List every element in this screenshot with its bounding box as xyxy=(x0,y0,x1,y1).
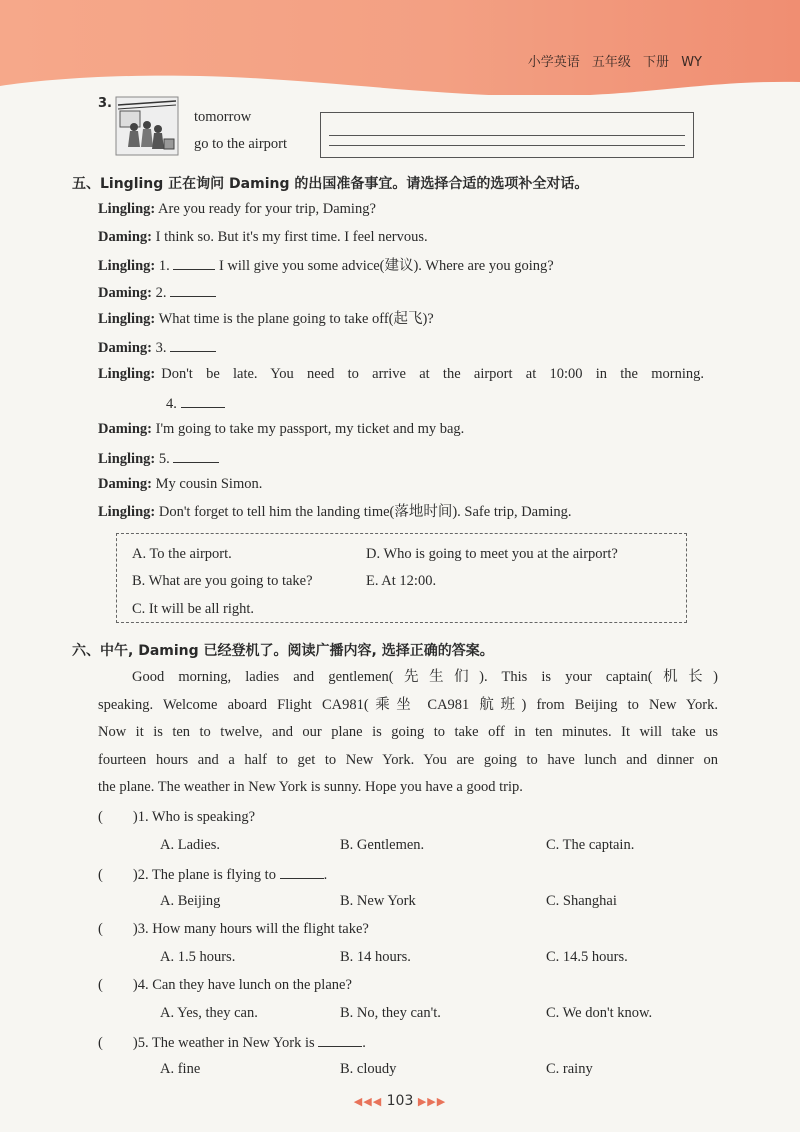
option-c: C. It will be all right. xyxy=(132,601,255,617)
q3-option-a[interactable]: A. 1.5 hours. xyxy=(160,949,236,965)
term-label: 下册 xyxy=(643,55,670,70)
q5-option-a[interactable]: A. fine xyxy=(160,1061,201,1077)
q2-option-a[interactable]: A. Beijing xyxy=(160,893,221,909)
q5-option-b[interactable]: B. cloudy xyxy=(340,1061,397,1077)
dialog-line-10: Daming: My cousin Simon. xyxy=(98,476,263,492)
passage-line-3: Now it is ten to twelve, and our plane is going to take off in ten minutes. It will take us xyxy=(98,724,718,740)
passage-line-5: the plane. The weather in New York is sunny. Hope you have a good trip. xyxy=(98,779,523,795)
blank-4[interactable] xyxy=(181,393,225,408)
dialog-line-1: Lingling: Are you ready for your trip, Daming? xyxy=(98,201,376,217)
blank-3[interactable] xyxy=(170,337,216,352)
dialog-line-2: Daming: I think so. But it's my first time. I feel nervous. xyxy=(98,229,428,245)
dialog-line-8: Daming: I'm going to take my passport, my ticket and my bag. xyxy=(98,421,465,437)
passage-line-2: speaking. Welcome aboard Flight CA981(乘坐 CA981 航班) from Beijing to New York. xyxy=(98,696,718,713)
q1-option-a[interactable]: A. Ladies. xyxy=(160,837,220,853)
dialog-line-7b: 4. xyxy=(166,393,225,413)
answer-paren-3[interactable]: ( ) xyxy=(98,921,138,937)
passage xyxy=(98,664,718,802)
q3-option-c[interactable]: C. 14.5 hours. xyxy=(546,949,628,965)
q3-option-b[interactable]: B. 14 hours. xyxy=(340,949,411,965)
option-e: E. At 12:00. xyxy=(366,573,437,589)
option-b: B. What are you going to take? xyxy=(132,573,313,589)
q1-option-b[interactable]: B. Gentlemen. xyxy=(340,837,425,853)
dialog-line-5: Lingling: What time is the plane going to take off(起飞)? xyxy=(98,311,434,327)
answer-paren-4[interactable]: ( ) xyxy=(98,977,138,993)
passage-line-4: fourteen hours and a half to get to New York. You are going to have lunch and dinner on xyxy=(98,751,718,768)
q2-option-c[interactable]: C. Shanghai xyxy=(546,893,617,909)
answer-paren-2[interactable]: ( ) xyxy=(98,867,138,883)
answer-paren-5[interactable]: ( ) xyxy=(98,1035,138,1051)
option-d: D. Who is going to meet you at the airport? xyxy=(366,546,618,562)
subject-label: 小学英语 xyxy=(527,55,580,70)
q2-option-b[interactable]: B. New York xyxy=(340,893,416,909)
dialog-line-11: Lingling: Don't forget to tell him the landing time(落地时间). Safe trip, Daming. xyxy=(98,504,572,520)
item3-time-hint: tomorrow xyxy=(194,109,252,125)
dialog-line-4: Daming: 2. xyxy=(98,282,216,302)
q4-option-c[interactable]: C. We don't know. xyxy=(546,1005,653,1021)
grade-label: 五年级 xyxy=(591,55,631,70)
q4-option-a[interactable]: A. Yes, they can. xyxy=(160,1005,258,1021)
left-arrows-icon: ◀◀◀ xyxy=(353,1095,383,1108)
section6-title: 六、中午, Daming 已经登机了。阅读广播内容, 选择正确的答案。 xyxy=(72,643,494,659)
item3-activity-hint: go to the airport xyxy=(194,136,288,152)
passage-line-1: Good morning, ladies and gentlemen(先生们). This is your captain(机长) xyxy=(132,669,718,685)
page-number: 103 xyxy=(386,1093,414,1109)
item3-number: 3. xyxy=(98,96,112,111)
q5-option-c[interactable]: C. rainy xyxy=(546,1061,593,1077)
dialog-line-6: Daming: 3. xyxy=(98,337,216,357)
q5-blank[interactable] xyxy=(318,1032,362,1047)
item3-answer-box[interactable] xyxy=(320,112,694,158)
q1-option-c[interactable]: C. The captain. xyxy=(546,837,635,853)
section5-title: 五、Lingling 正在询问 Daming 的出国准备事宜。请选择合适的选项补全对话。 xyxy=(72,176,589,192)
answer-paren-1[interactable]: ( ) xyxy=(98,809,138,825)
blank-5[interactable] xyxy=(173,448,219,463)
edition-label: WY xyxy=(681,55,702,70)
right-arrows-icon: ▶▶▶ xyxy=(417,1095,447,1108)
book-info xyxy=(528,51,702,70)
question-5: ( )5. The weather in New York is . xyxy=(98,1032,366,1052)
blank-1[interactable] xyxy=(173,255,215,270)
airport-travelers-illustration xyxy=(114,95,180,157)
q4-option-b[interactable]: B. No, they can't. xyxy=(340,1005,441,1021)
q2-blank[interactable] xyxy=(280,864,324,879)
dialog-line-9: Lingling: 5. xyxy=(98,448,219,468)
header-banner xyxy=(0,0,800,95)
option-a: A. To the airport. xyxy=(132,546,232,562)
page-footer xyxy=(0,1093,800,1109)
question-2: ( )2. The plane is flying to . xyxy=(98,864,327,884)
dialog-line-7: Lingling: Don't be late. You need to arrive at the airport at 10:00 in the morning. xyxy=(98,366,704,382)
blank-2[interactable] xyxy=(170,282,216,297)
question-3: ( )3. How many hours will the flight take? xyxy=(98,921,369,937)
question-4: ( )4. Can they have lunch on the plane? xyxy=(98,977,352,993)
dialog-line-3: Lingling: 1. I will give you some advice(建议). Where are you going? xyxy=(98,255,554,275)
question-1: ( )1. Who is speaking? xyxy=(98,809,256,825)
